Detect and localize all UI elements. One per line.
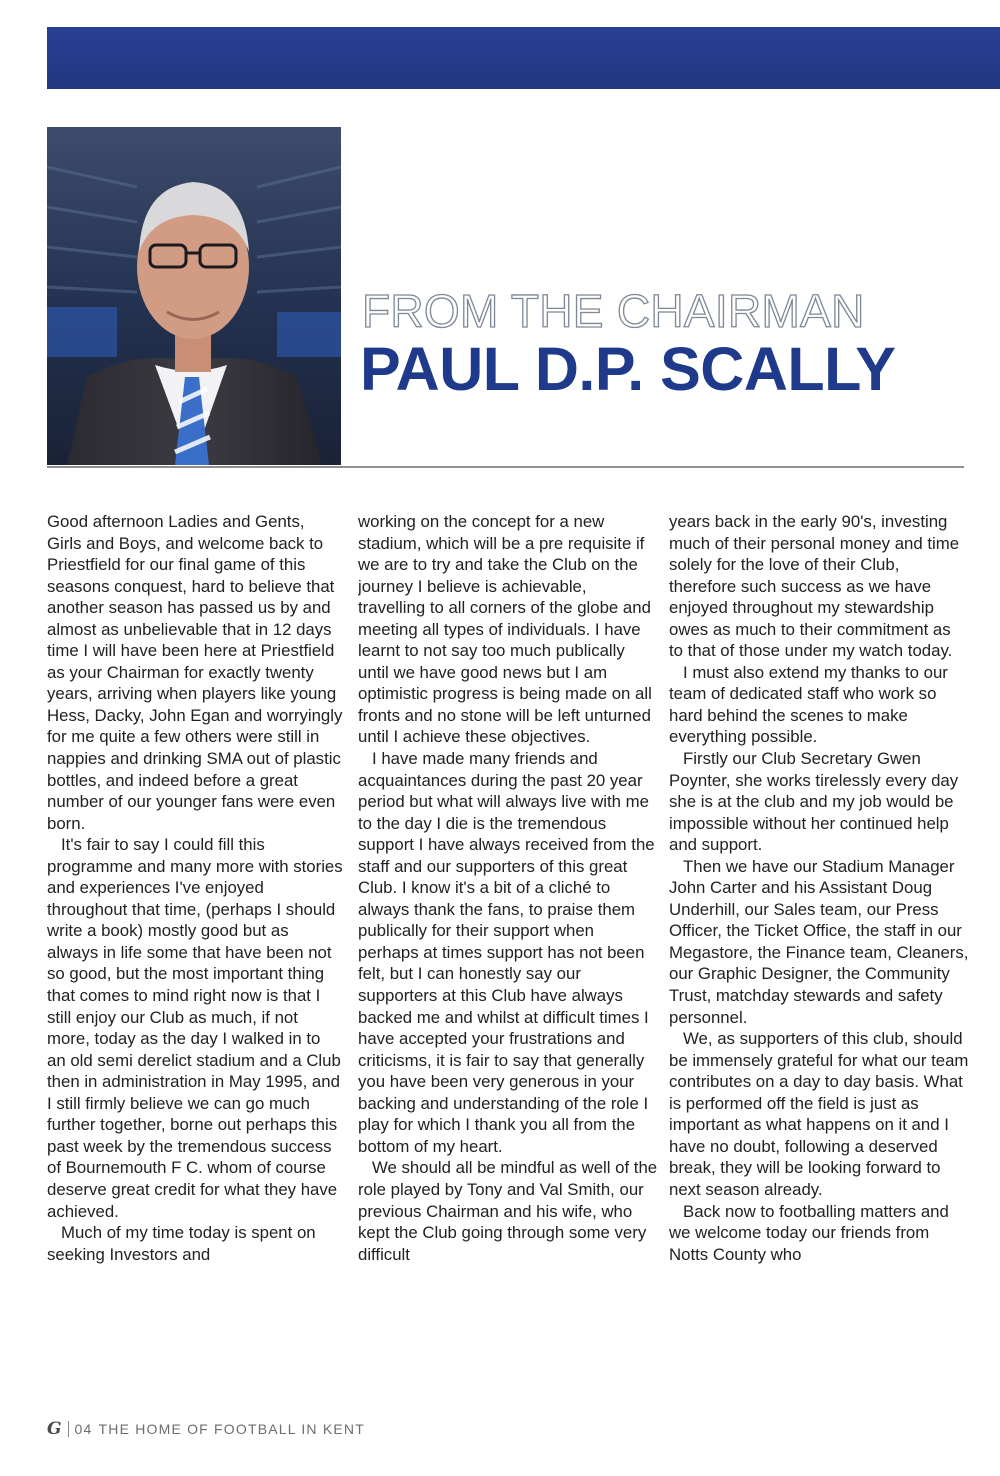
footer-tagline: THE HOME OF FOOTBALL IN KENT <box>98 1421 365 1437</box>
club-monogram-icon: G <box>47 1419 60 1439</box>
chairman-name-heading: PAUL D.P. SCALLY <box>360 335 896 403</box>
portrait-image <box>47 127 341 465</box>
paragraph: I must also extend my thanks to our team of dedicated staff who work so hard behind the scenes to make everything possible. <box>669 662 948 747</box>
paragraph: I have made many friends and acquaintances during the past 20 year period but what will always live with me to the day I die is the tremendous support I have always received from the staff and our supporters of this great Club. I know it's a bit of a cliché to always thank the fans, to praise them publically for their support when perhaps at times support has not been felt, but I can honestly say our supporters at this Club have always backed me and whilst at difficult times I have accepted your frustrations and criticisms, it is fair to say that generally you have been very generous in your backing and understanding of the role I play for which I thank you all from the bottom of my heart. <box>358 749 655 1156</box>
paragraph: Then we have our Stadium Manager John Carter and his Assistant Doug Underhill, our Sales team, our Press Officer, the Ticket Office, the staff in our Megastore, the Finance team, Cleaners, our Graphic Designer, the Community Trust, matchday stewards and safety personnel. <box>669 856 969 1027</box>
page-number: 04 <box>74 1421 93 1437</box>
paragraph: Much of my time today is spent on seeking Investors and <box>47 1223 316 1264</box>
top-banner <box>47 27 1000 89</box>
paragraph: We should all be mindful as well of the role played by Tony and Val Smith, our previous Chairman and his wife, who kept the Club going through some very difficult <box>358 1158 658 1264</box>
footer-separator <box>68 1421 69 1437</box>
paragraph: It's fair to say I could fill this programme and many more with stories and experiences I've enjoyed throughout that time, (perhaps I should write a book) mostly good but as always in life some that have been not so good, but the most important thing that comes to mind right now is that I still enjoy our Club as much, if not more, today as the day I walked in to an old semi derelict stadium and a Club then in administration in May 1995, and I still firmly believe we can go much further together, borne out perhaps this past week by the tremendous success of Bournemouth F C. whom of course deserve great credit for what they have achieved. <box>47 835 343 1221</box>
paragraph: We, as supporters of this club, should be immensely grateful for what our team contributes on a day to day basis. What is performed off the field is just as important as what happens on it and I have no doubt, following a deserved break, they will be looking forward to next season already. <box>669 1029 969 1199</box>
article-column-3 <box>669 511 969 1401</box>
paragraph: Firstly our Club Secretary Gwen Poynter, she works tirelessly every day she is at the club and my job would be impossible without her continued help and support. <box>669 749 959 855</box>
chairman-portrait <box>47 127 341 465</box>
paragraph: years back in the early 90's, investing much of their personal money and time solely for the love of their Club, therefore such success as we have enjoyed throughout my stewardship owes as much to their commitment as to that of those under my watch today. <box>669 512 960 661</box>
article-column-2 <box>358 511 658 1401</box>
page-footer <box>47 1419 365 1439</box>
paragraph: working on the concept for a new stadium, which will be a pre requisite if we are to try and take the Club on the journey I believe is achievable, travelling to all corners of the globe and meeting all types of individuals. I have learnt to not say too much publically until we have good news but I am optimistic progress is being made on all fronts and no stone will be left unturned until I achieve these objectives. <box>358 512 652 747</box>
paragraph: Back now to footballing matters and we welcome today our friends from Notts County who <box>669 1201 949 1264</box>
article-column-1 <box>47 511 343 1401</box>
header-divider <box>47 466 964 468</box>
paragraph: Good afternoon Ladies and Gents, Girls and Boys, and welcome back to Priestfield for our final game of this seasons conquest, hard to believe that another season has passed us by and almost as unbelievable that in 12 days time I will have been here at Priestfield as your Chairman for exactly twenty years, arriving when players like young Hess, Dacky, John Egan and worryingly for me quite a few others were still in nappies and drinking SMA out of plastic bottles, and indeed before a great number of our younger fans were even born. <box>47 512 343 833</box>
section-kicker: FROM THE CHAIRMAN <box>362 285 865 337</box>
